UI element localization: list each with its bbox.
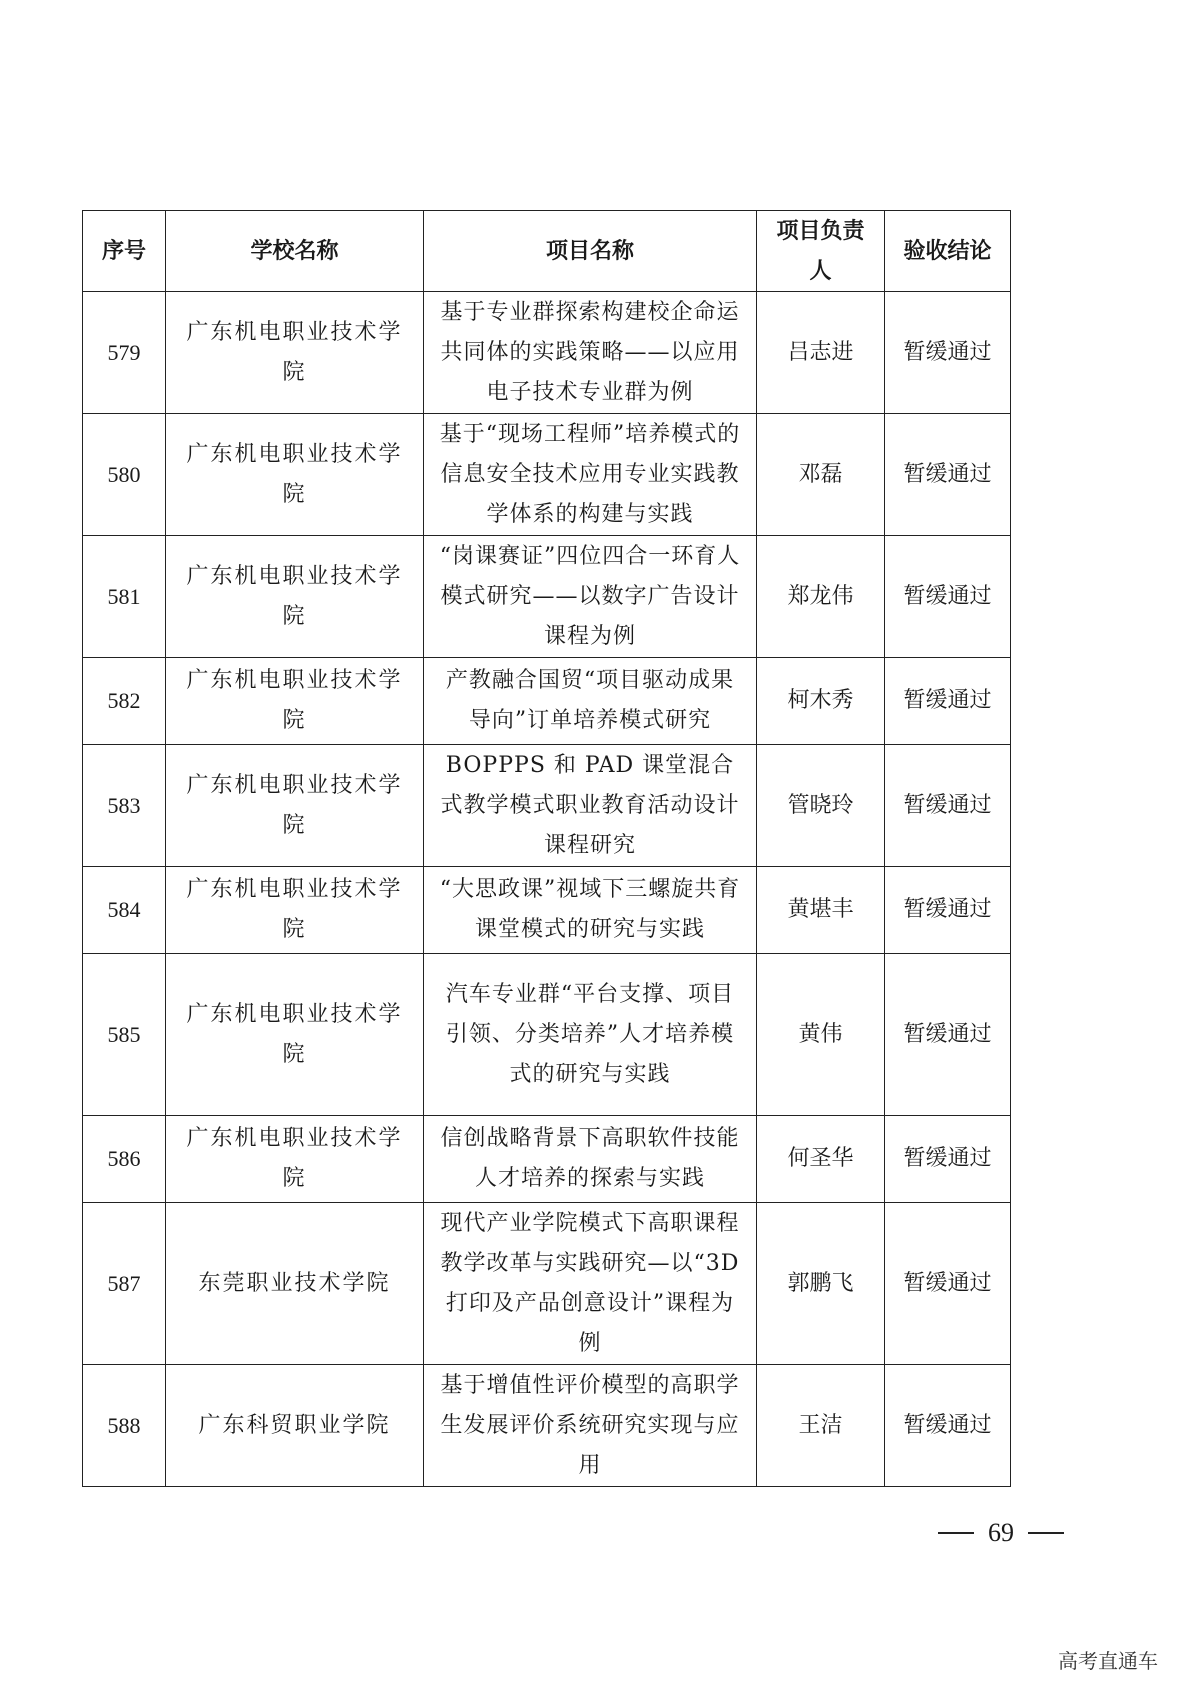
cell-leader: 郭鹏飞 (757, 1203, 885, 1365)
cell-project: 产教融合国贸“项目驱动成果导向”订单培养模式研究 (424, 658, 757, 745)
table-row (83, 1365, 1011, 1487)
page-number-value: 69 (988, 1518, 1014, 1547)
cell-leader: 柯木秀 (757, 658, 885, 745)
cell-leader: 吕志进 (757, 292, 885, 414)
cell-project: “岗课赛证”四位四合一环育人模式研究——以数字广告设计课程为例 (424, 536, 757, 658)
cell-result: 暂缓通过 (885, 867, 1011, 954)
cell-leader: 黄堪丰 (757, 867, 885, 954)
table-row (83, 536, 1011, 658)
watermark: 高考直通车 (1058, 1649, 1158, 1673)
results-table-container (82, 210, 1011, 1487)
cell-project: BOPPPS 和 PAD 课堂混合式教学模式职业教育活动设计课程研究 (424, 745, 757, 867)
cell-result: 暂缓通过 (885, 1203, 1011, 1365)
cell-result: 暂缓通过 (885, 1116, 1011, 1203)
cell-project: 现代产业学院模式下高职课程教学改革与实践研究—以“3D 打印及产品创意设计”课程为例 (424, 1203, 757, 1365)
header-row (83, 211, 1011, 292)
cell-school: 广东机电职业技术学院 (166, 658, 424, 745)
cell-result: 暂缓通过 (885, 658, 1011, 745)
cell-school: 广东机电职业技术学院 (166, 954, 424, 1116)
cell-result: 暂缓通过 (885, 292, 1011, 414)
table-row (83, 292, 1011, 414)
cell-no: 584 (83, 867, 166, 954)
cell-school: 东莞职业技术学院 (166, 1203, 424, 1365)
cell-no: 580 (83, 414, 166, 536)
cell-result: 暂缓通过 (885, 414, 1011, 536)
cell-school: 广东机电职业技术学院 (166, 745, 424, 867)
cell-school: 广东机电职业技术学院 (166, 292, 424, 414)
cell-leader: 王洁 (757, 1365, 885, 1487)
table-row (83, 954, 1011, 1116)
cell-project: 基于增值性评价模型的高职学生发展评价系统研究实现与应用 (424, 1365, 757, 1487)
table-row (83, 867, 1011, 954)
table-row (83, 1203, 1011, 1365)
cell-no: 586 (83, 1116, 166, 1203)
page-number (938, 1518, 1064, 1548)
table-row (83, 658, 1011, 745)
results-table (82, 210, 1011, 1487)
cell-result: 暂缓通过 (885, 954, 1011, 1116)
table-row (83, 414, 1011, 536)
header-no: 序号 (83, 211, 166, 292)
cell-no: 579 (83, 292, 166, 414)
cell-no: 582 (83, 658, 166, 745)
cell-leader: 管晓玲 (757, 745, 885, 867)
cell-project: “大思政课”视域下三螺旋共育课堂模式的研究与实践 (424, 867, 757, 954)
table-header (83, 211, 1011, 292)
cell-no: 581 (83, 536, 166, 658)
cell-result: 暂缓通过 (885, 1365, 1011, 1487)
cell-result: 暂缓通过 (885, 536, 1011, 658)
cell-school: 广东机电职业技术学院 (166, 414, 424, 536)
header-project: 项目名称 (424, 211, 757, 292)
table-row (83, 745, 1011, 867)
header-school: 学校名称 (166, 211, 424, 292)
cell-project: 基于“现场工程师”培养模式的信息安全技术应用专业实践教学体系的构建与实践 (424, 414, 757, 536)
cell-leader: 黄伟 (757, 954, 885, 1116)
cell-leader: 何圣华 (757, 1116, 885, 1203)
table-row (83, 1116, 1011, 1203)
table-body (83, 292, 1011, 1487)
cell-no: 587 (83, 1203, 166, 1365)
cell-no: 588 (83, 1365, 166, 1487)
page-number-dash-right (1028, 1532, 1064, 1534)
cell-result: 暂缓通过 (885, 745, 1011, 867)
cell-project: 汽车专业群“平台支撑、项目引领、分类培养”人才培养模式的研究与实践 (424, 954, 757, 1116)
cell-no: 583 (83, 745, 166, 867)
header-leader: 项目负责人 (757, 211, 885, 292)
cell-school: 广东机电职业技术学院 (166, 536, 424, 658)
cell-school: 广东科贸职业学院 (166, 1365, 424, 1487)
cell-school: 广东机电职业技术学院 (166, 867, 424, 954)
cell-leader: 邓磊 (757, 414, 885, 536)
cell-school: 广东机电职业技术学院 (166, 1116, 424, 1203)
cell-project: 信创战略背景下高职软件技能人才培养的探索与实践 (424, 1116, 757, 1203)
cell-no: 585 (83, 954, 166, 1116)
page-number-dash-left (938, 1532, 974, 1534)
cell-leader: 郑龙伟 (757, 536, 885, 658)
cell-project: 基于专业群探索构建校企命运共同体的实践策略——以应用电子技术专业群为例 (424, 292, 757, 414)
header-result: 验收结论 (885, 211, 1011, 292)
